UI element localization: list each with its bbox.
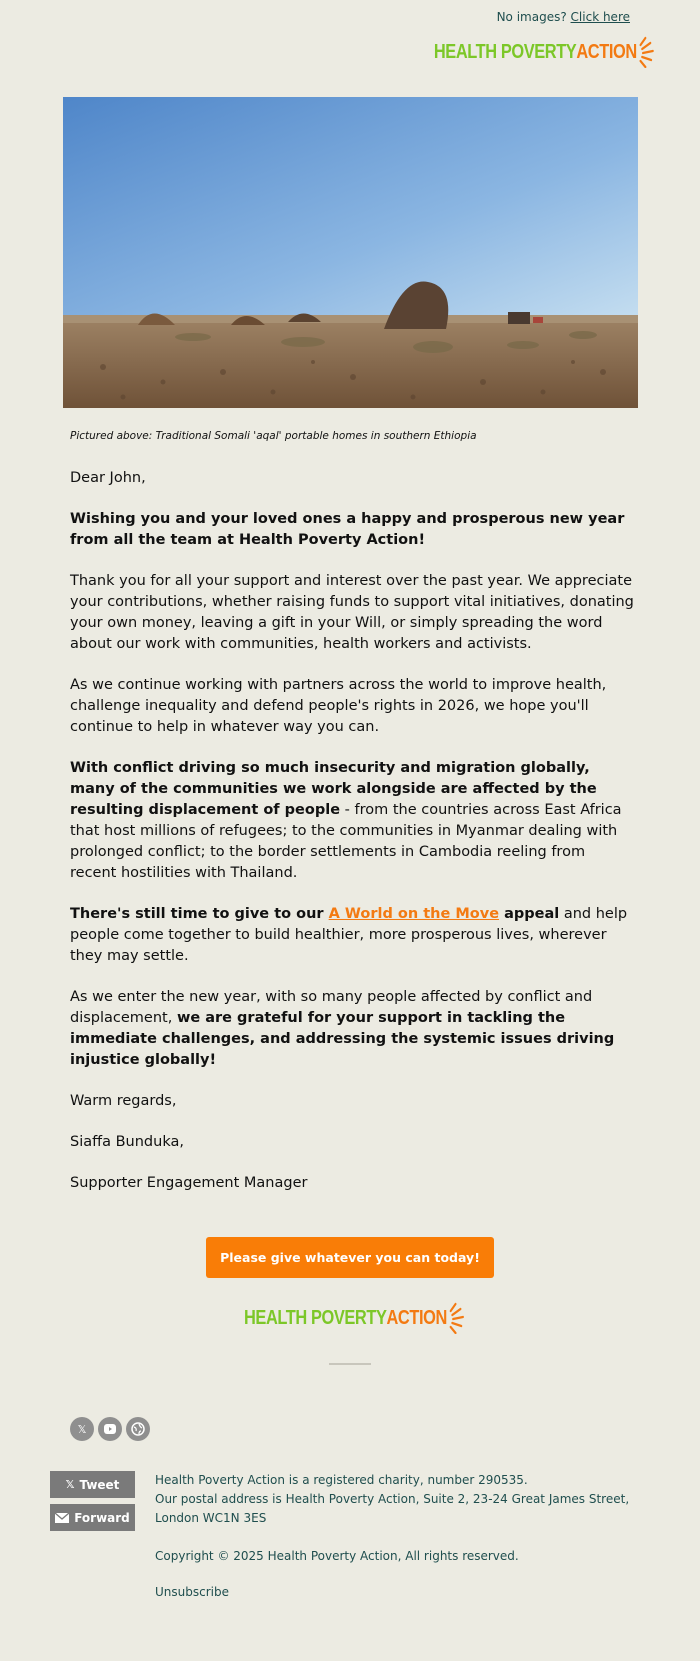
charity-info: Health Poverty Action is a registered charity, number 290535. xyxy=(155,1473,528,1487)
no-images-bar xyxy=(497,10,630,24)
envelope-icon xyxy=(55,1513,69,1523)
donate-button[interactable]: Please give whatever you can today! xyxy=(206,1237,494,1278)
logo-word-action: ACTION xyxy=(386,1306,447,1329)
greeting: Dear John, xyxy=(70,470,146,486)
postal-address: Our postal address is Health Poverty Action, Suite 2, 23-24 Great James Street, London WC1N 3ES xyxy=(155,1492,630,1525)
appeal-paragraph xyxy=(70,904,635,967)
tweet-label: Tweet xyxy=(79,1477,120,1492)
copyright: Copyright © 2025 Health Poverty Action, All rights reserved. xyxy=(155,1549,519,1563)
appeal-bold-2: appeal xyxy=(499,906,560,922)
unsubscribe-link[interactable]: Unsubscribe xyxy=(155,1585,229,1599)
hero-image xyxy=(63,97,638,408)
social-links xyxy=(70,1417,150,1441)
letter-body xyxy=(70,468,635,1214)
logo-footer[interactable] xyxy=(244,1302,467,1334)
click-here-link[interactable]: Click here xyxy=(570,10,630,24)
website-icon[interactable] xyxy=(126,1417,150,1441)
thanks-paragraph: Thank you for all your support and interest over the past year. We appreciate your contributions, whether raising funds to support vital initiatives, donating your own money, leaving a gift in your Will, or simply spreading the word about our work with communities, health workers and activists. xyxy=(70,573,634,652)
signer-role: Supporter Engagement Manager xyxy=(70,1175,308,1191)
forward-button[interactable] xyxy=(50,1504,135,1531)
appeal-rest: and help people come together to build healthier, more prosperous lives, wherever they may settle. xyxy=(70,906,628,964)
forward-label: Forward xyxy=(74,1510,130,1525)
logo-word-action: ACTION xyxy=(575,40,637,63)
conflict-bold: With conflict driving so much insecurity and migration globally, many of the communities we work alongside are affected by the resulting displacement of people xyxy=(70,760,597,818)
no-images-text: No images? xyxy=(496,10,567,24)
footer xyxy=(155,1471,645,1602)
appeal-bold-1: There's still time to give to our xyxy=(70,906,329,922)
logo-word-health-poverty: HEALTH POVERTY xyxy=(433,40,576,63)
signer-name: Siaffa Bunduka, xyxy=(70,1134,184,1150)
landscape-photo xyxy=(63,97,638,408)
new-year-paragraph xyxy=(70,987,635,1071)
continue-paragraph: As we continue working with partners across the world to improve health, challenge inequality and defend people's rights in 2026, we hope you'll continue to help in whatever way you can. xyxy=(70,677,607,735)
logo-burst-icon xyxy=(449,1302,467,1334)
new-year-wish: Wishing you and your loved ones a happy and prosperous new year from all the team at Health Poverty Action! xyxy=(70,511,625,548)
x-icon: 𝕏 xyxy=(65,1478,75,1491)
divider xyxy=(329,1363,371,1365)
conflict-rest: - from the countries across East Africa that host millions of refugees; to the communities in Myanmar dealing with prolonged conflict; to the border settlements in Cambodia reeling from recent hostilities with Thailand. xyxy=(70,802,622,881)
new-year-plain: As we enter the new year, with so many people affected by conflict and displacement, xyxy=(70,989,593,1026)
conflict-paragraph xyxy=(70,758,635,884)
logo-header[interactable] xyxy=(433,36,656,68)
logo-burst-icon xyxy=(638,36,656,68)
logo-word-health-poverty: HEALTH POVERTY xyxy=(244,1306,387,1329)
x-icon[interactable]: 𝕏 xyxy=(70,1417,94,1441)
hero-caption: Pictured above: Traditional Somali 'aqal' portable homes in southern Ethiopia xyxy=(70,430,477,442)
sign-off: Warm regards, xyxy=(70,1093,177,1109)
tweet-button[interactable] xyxy=(50,1471,135,1498)
youtube-icon[interactable] xyxy=(98,1417,122,1441)
appeal-link[interactable]: A World on the Move xyxy=(328,906,500,922)
new-year-bold: we are grateful for your support in tackling the immediate challenges, and addressing the systemic issues driving injustice globally! xyxy=(70,1010,615,1068)
